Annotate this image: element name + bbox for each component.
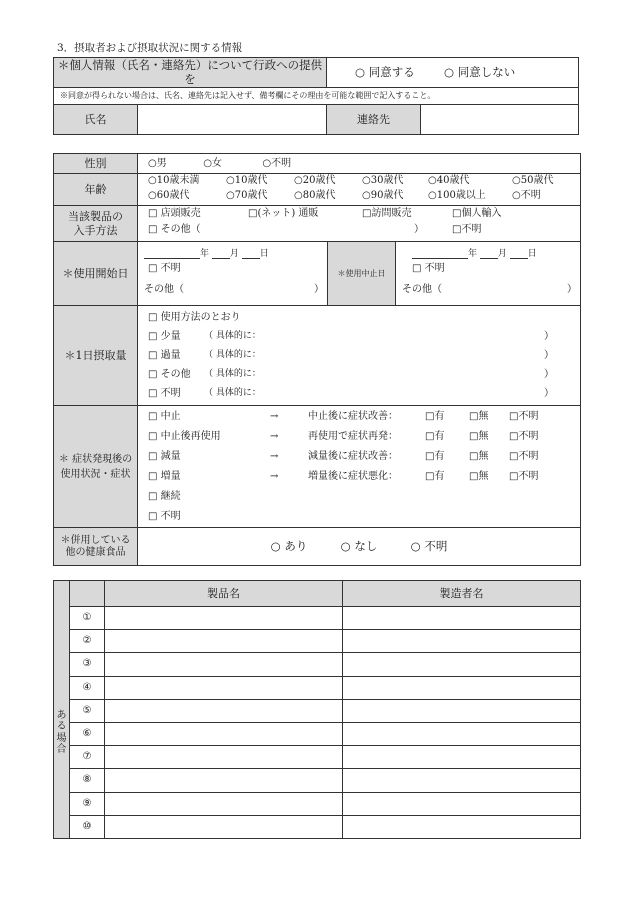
product-name-cell[interactable]	[105, 722, 343, 745]
maker-name-cell[interactable]	[343, 607, 581, 630]
row-number: ⑦	[70, 746, 105, 769]
row-number: ⑨	[70, 792, 105, 815]
daily-close: ）	[544, 368, 555, 380]
maker-name-cell[interactable]	[343, 722, 581, 745]
age-30s[interactable]: ○30歳代	[362, 174, 404, 186]
sex-male-radio[interactable]: ○男	[148, 157, 167, 169]
after-onset-label: ＊ 症状発現後の使用状況・症状	[54, 406, 138, 528]
maker-name-cell[interactable]	[343, 815, 581, 838]
table-row	[54, 630, 581, 653]
age-40s[interactable]: ○40歳代	[428, 174, 470, 186]
daily-box[interactable]: □ その他	[148, 368, 191, 380]
after-opt-no[interactable]: □無	[469, 430, 489, 442]
age-100plus[interactable]: ○100歳以上	[428, 189, 486, 201]
acquire-label-2: 入手方法	[73, 223, 118, 237]
maker-name-cell[interactable]	[343, 630, 581, 653]
table-row	[54, 746, 581, 769]
after-opt-no[interactable]: □無	[469, 470, 489, 482]
after-box[interactable]: □ 中止後再使用	[148, 430, 221, 442]
age-80s[interactable]: ○80歳代	[294, 189, 336, 201]
section-title: 3．摂取者および摂取状況に関する情報	[57, 42, 243, 54]
age-50s[interactable]: ○50歳代	[512, 174, 554, 186]
maker-name-cell[interactable]	[343, 746, 581, 769]
daily-row[interactable]	[148, 346, 554, 365]
table-row	[54, 676, 581, 699]
after-opt-yes[interactable]: □有	[425, 430, 445, 442]
product-name-cell[interactable]	[105, 699, 343, 722]
concomitant-yes[interactable]: ○ あり	[270, 538, 308, 553]
maker-name-cell[interactable]	[343, 769, 581, 792]
age-label: 年齢	[54, 174, 138, 206]
after-box[interactable]: □ 継続	[148, 490, 181, 502]
age-60s[interactable]: ○60歳代	[148, 189, 190, 201]
acquire-mailorder[interactable]: □(ネット) 通販	[248, 207, 319, 219]
row-number: ③	[70, 653, 105, 676]
daily-close: ）	[544, 349, 555, 361]
start-year: 年	[200, 248, 210, 259]
after-box[interactable]: □ 中止	[148, 410, 181, 422]
start-other[interactable]: その他（	[144, 283, 184, 295]
acquire-visit[interactable]: □訪問販売	[362, 207, 412, 219]
after-opt-yes[interactable]: □有	[425, 450, 445, 462]
after-arrow: →	[270, 450, 279, 462]
name-field[interactable]	[138, 105, 327, 135]
after-text: 増量後に症状悪化：	[308, 470, 398, 482]
start-day: 日	[259, 248, 269, 259]
table-row	[54, 792, 581, 815]
after-box[interactable]: □ 減量	[148, 450, 181, 462]
product-name-cell[interactable]	[105, 607, 343, 630]
row-number: ⑥	[70, 722, 105, 745]
row-number: ⑤	[70, 699, 105, 722]
after-box[interactable]: □ 増量	[148, 470, 181, 482]
product-name-cell[interactable]	[105, 653, 343, 676]
after-text: 中止後に症状改善：	[308, 410, 398, 422]
start-unknown[interactable]: □ 不明	[148, 262, 181, 274]
after-opt-no[interactable]: □無	[469, 450, 489, 462]
table-row	[54, 607, 581, 630]
consent-note: ※同意が得られない場合は、氏名、連絡先は記入せず、備考欄にその理由を可能な範囲で記入すること。	[54, 88, 579, 105]
daily-close: ）	[544, 387, 555, 399]
product-name-cell[interactable]	[105, 746, 343, 769]
contact-field[interactable]	[421, 105, 579, 135]
after-text: 減量後に症状改善：	[308, 450, 398, 462]
after-text: 再使用で症状再発：	[308, 430, 398, 442]
product-name-cell[interactable]	[105, 769, 343, 792]
daily-box[interactable]: □ 過量	[148, 349, 181, 361]
daily-intake-label: ＊1日摂取量	[54, 306, 138, 406]
after-arrow: →	[270, 430, 279, 442]
after-opt-unknown[interactable]: □不明	[509, 410, 539, 422]
after-opt-unknown[interactable]: □不明	[509, 450, 539, 462]
after-row[interactable]	[148, 507, 577, 527]
daily-detail: （ 具体的に：	[204, 350, 261, 361]
stop-date-label: ＊使用中止日	[328, 242, 396, 306]
start-other-close: ）	[314, 283, 324, 295]
row-number: ①	[70, 607, 105, 630]
after-opt-unknown[interactable]: □不明	[509, 470, 539, 482]
daily-box[interactable]: □ 不明	[148, 387, 181, 399]
stop-month: 月	[497, 248, 507, 259]
product-name-cell[interactable]	[105, 792, 343, 815]
acquire-label-1: 当該製品の	[68, 210, 123, 224]
daily-row[interactable]	[148, 365, 554, 384]
after-row[interactable]	[148, 427, 577, 447]
after-row[interactable]	[148, 407, 577, 427]
products-table	[53, 580, 581, 839]
after-row[interactable]	[148, 467, 577, 487]
daily-detail: （ 具体的に：	[204, 388, 261, 399]
after-opt-unknown[interactable]: □不明	[509, 430, 539, 442]
table-row	[54, 815, 581, 838]
stop-other-close: ）	[567, 283, 578, 295]
maker-name-cell[interactable]	[343, 676, 581, 699]
table-row	[54, 722, 581, 745]
daily-box[interactable]: □ 使用方法のとおり	[148, 311, 241, 323]
concomitant-label: ＊併用している他の健康食品	[54, 528, 138, 566]
age-70s[interactable]: ○70歳代	[226, 189, 268, 201]
row-number: ④	[70, 676, 105, 699]
daily-detail: （ 具体的に：	[204, 331, 261, 342]
stop-unknown[interactable]: □ 不明	[412, 262, 445, 274]
age-90s[interactable]: ○90歳代	[362, 189, 404, 201]
daily-row[interactable]	[148, 384, 554, 403]
daily-close: ）	[544, 330, 555, 342]
start-date-label: ＊使用開始日	[54, 242, 138, 306]
start-month: 月	[229, 248, 239, 259]
acquire-unknown[interactable]: □不明	[452, 223, 482, 235]
maker-name-cell[interactable]	[343, 699, 581, 722]
consent-agree-radio[interactable]: ○ 同意する	[355, 64, 415, 79]
row-number: ⑧	[70, 769, 105, 792]
after-box[interactable]: □ 不明	[148, 510, 181, 522]
age-under10[interactable]: ○10歳未満	[148, 174, 200, 186]
contact-label: 連絡先	[327, 105, 421, 135]
maker-name-cell[interactable]	[343, 653, 581, 676]
consent-table	[53, 57, 579, 135]
sex-unknown-radio[interactable]: ○不明	[262, 157, 292, 169]
product-name-cell[interactable]	[105, 676, 343, 699]
row-number: ②	[70, 630, 105, 653]
row-number: ⑩	[70, 815, 105, 838]
acquire-other[interactable]: □ その他（	[148, 223, 201, 235]
sex-female-radio[interactable]: ○女	[203, 157, 222, 169]
col-product-header: 製品名	[105, 581, 343, 607]
after-row[interactable]	[148, 447, 577, 467]
after-opt-no[interactable]: □無	[469, 410, 489, 422]
product-name-cell[interactable]	[105, 630, 343, 653]
col-maker-header: 製造者名	[343, 581, 581, 607]
table-row	[54, 769, 581, 792]
after-arrow: →	[270, 470, 279, 482]
age-unknown[interactable]: ○不明	[512, 189, 541, 201]
table-row	[54, 699, 581, 722]
table-row	[54, 653, 581, 676]
age-10s[interactable]: ○10歳代	[226, 174, 268, 186]
after-row[interactable]	[148, 487, 577, 507]
product-name-cell[interactable]	[105, 815, 343, 838]
acquire-import[interactable]: □個人輸入	[452, 207, 502, 219]
sex-label: 性別	[54, 154, 138, 174]
concomitant-unknown[interactable]: ○ 不明	[410, 538, 448, 553]
acquire-other-close: ）	[414, 223, 424, 235]
consent-disagree-radio[interactable]: ○ 同意しない	[444, 64, 516, 79]
intake-table	[53, 153, 581, 566]
acquire-store[interactable]: □ 店頭販売	[148, 207, 201, 219]
after-arrow: →	[270, 410, 279, 422]
products-side-label: ある場合	[56, 709, 67, 756]
consent-question: ＊個人情報（氏名・連絡先）について行政への提供を	[54, 58, 327, 88]
after-opt-yes[interactable]: □有	[425, 410, 445, 422]
name-label: 氏名	[54, 105, 138, 135]
after-opt-yes[interactable]: □有	[425, 470, 445, 482]
stop-year: 年	[468, 248, 478, 259]
maker-name-cell[interactable]	[343, 792, 581, 815]
daily-box[interactable]: □ 少量	[148, 330, 181, 342]
stop-other[interactable]: その他（	[402, 283, 442, 295]
daily-row[interactable]	[148, 308, 554, 327]
age-20s[interactable]: ○20歳代	[294, 174, 336, 186]
daily-detail: （ 具体的に：	[204, 369, 261, 380]
daily-row[interactable]	[148, 327, 554, 346]
stop-day: 日	[527, 248, 537, 259]
concomitant-no[interactable]: ○ なし	[340, 538, 378, 553]
